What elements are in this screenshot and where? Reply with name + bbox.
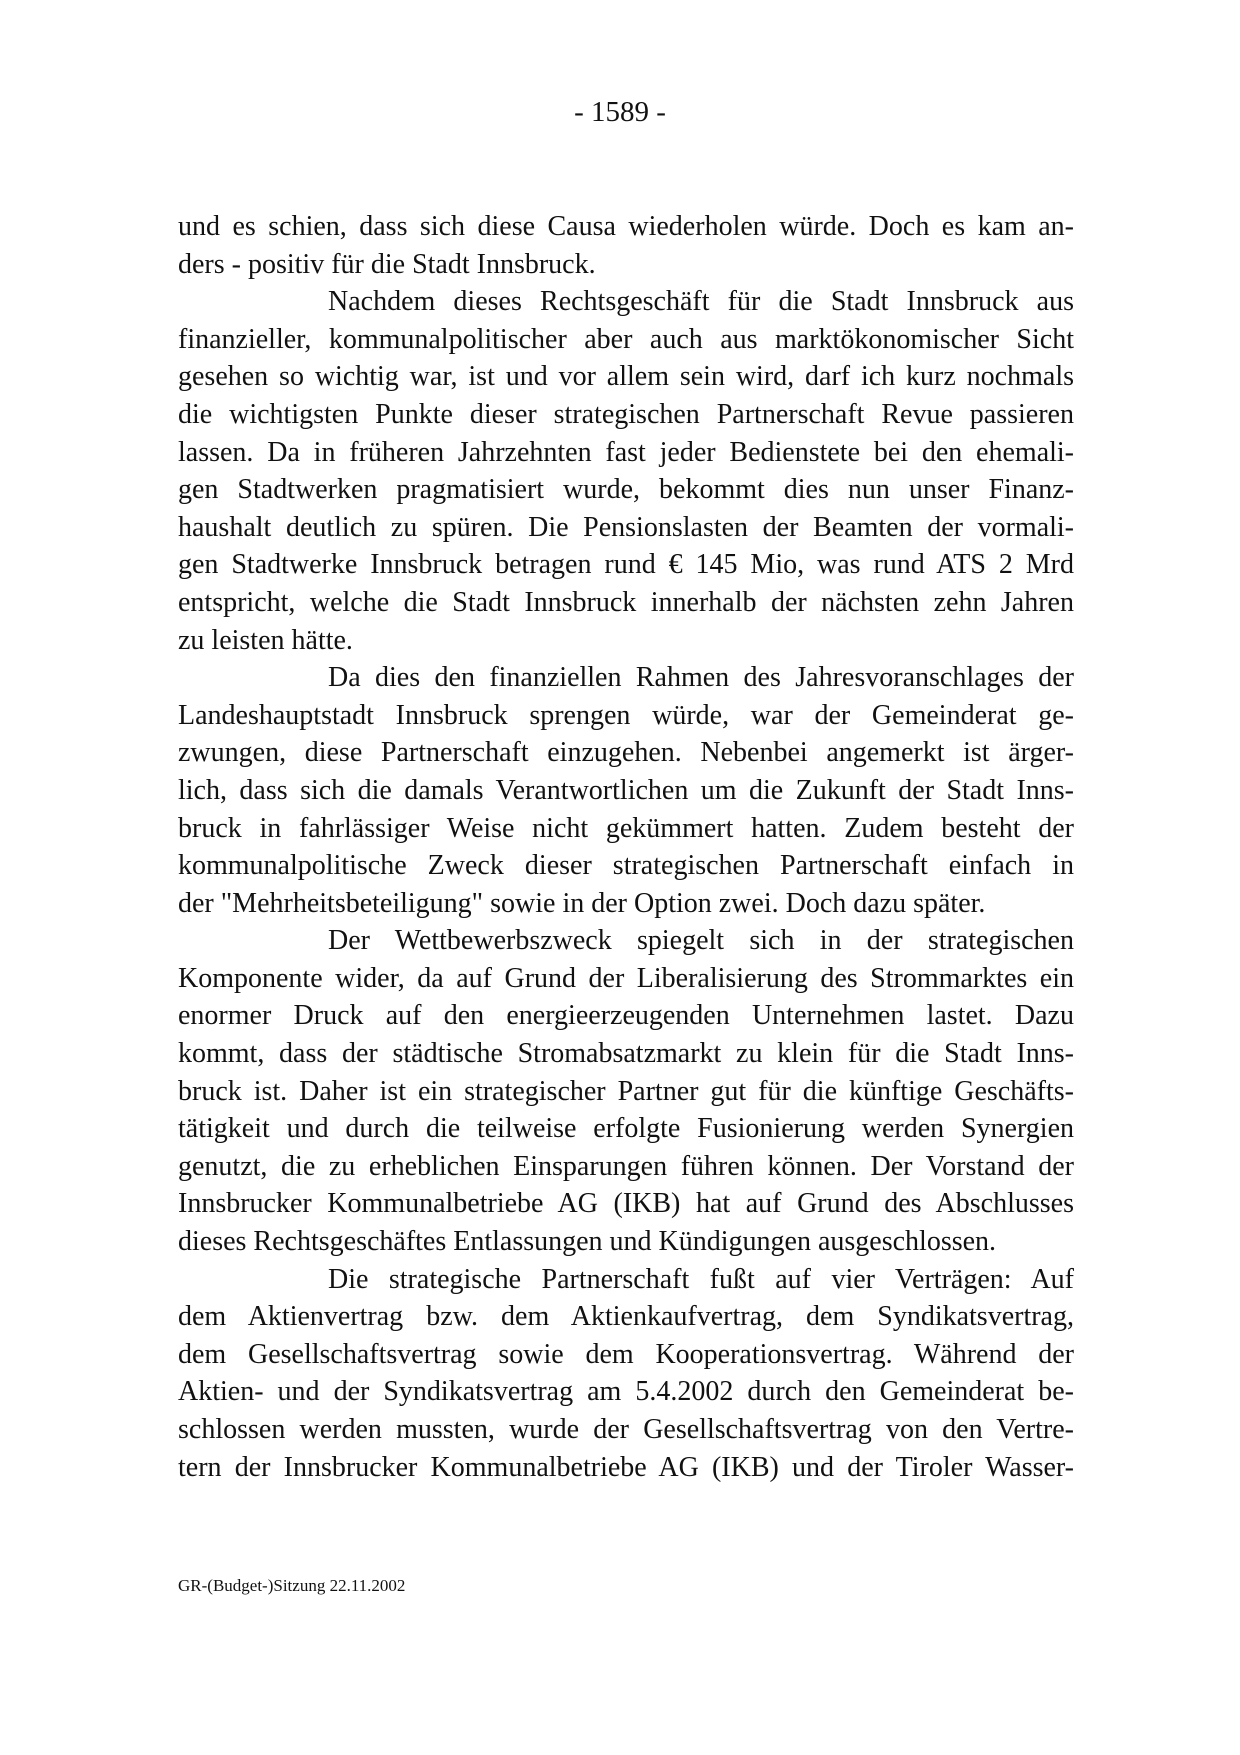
text-line: Landeshauptstadt Innsbruck sprengen würde, war der Gemeinderat ge-	[178, 699, 1074, 731]
text-line: finanzieller, kommunalpolitischer aber auch aus marktökonomischer Sicht	[178, 323, 1074, 355]
text-line: Die strategische Partnerschaft fußt auf vier Verträgen: Auf	[328, 1263, 1074, 1295]
text-line: und es schien, dass sich diese Causa wiederholen würde. Doch es kam an-	[178, 211, 1074, 242]
text-line: schlossen werden mussten, wurde der Gesellschaftsvertrag von den Vertre-	[178, 1414, 1074, 1445]
page-number: - 1589 -	[574, 96, 666, 128]
text-line: kommt, dass der städtische Stromabsatzmarkt zu klein für die Stadt Inns-	[178, 1038, 1074, 1070]
text-line: lich, dass sich die damals Verantwortlichen um die Zukunft der Stadt Inns-	[178, 774, 1074, 806]
text-line: gen Stadtwerken pragmatisiert wurde, bekommt dies nun unser Finanz-	[178, 474, 1074, 506]
text-line: Der Wettbewerbszweck spiegelt sich in der strategischen	[328, 925, 1074, 957]
text-line: zwungen, diese Partnerschaft einzugehen. Nebenbei angemerkt ist ärger-	[178, 737, 1074, 769]
text-line: tätigkeit und durch die teilweise erfolgte Fusionierung werden Synergien	[178, 1113, 1074, 1145]
text-line: Aktien- und der Syndikatsvertrag am 5.4.2002 durch den Gemeinderat be-	[178, 1376, 1074, 1408]
text-line: entspricht, welche die Stadt Innsbruck innerhalb der nächsten zehn Jahren	[178, 586, 1074, 618]
text-line: gesehen so wichtig war, ist und vor allem sein wird, darf ich kurz nochmals	[178, 361, 1074, 393]
body-text	[178, 208, 1074, 1486]
footer-session-info: GR-(Budget-)Sitzung 22.11.2002	[178, 1576, 406, 1595]
text-line: Da dies den finanziellen Rahmen des Jahresvoranschlages der	[328, 662, 1074, 694]
text-line: Komponente wider, da auf Grund der Liberalisierung des Strommarktes ein	[178, 962, 1074, 994]
text-line: bruck ist. Daher ist ein strategischer Partner gut für die künftige Geschäfts-	[178, 1075, 1074, 1107]
text-line: tern der Innsbrucker Kommunalbetriebe AG (IKB) und der Tiroler Wasser-	[178, 1451, 1074, 1483]
text-line: dem Gesellschaftsvertrag sowie dem Kooperationsvertrag. Während der	[178, 1338, 1074, 1370]
text-line: ders - positiv für die Stadt Innsbruck.	[178, 248, 596, 280]
text-line: genutzt, die zu erheblichen Einsparungen führen können. Der Vorstand der	[178, 1150, 1074, 1182]
text-line: gen Stadtwerke Innsbruck betragen rund € 145 Mio, was rund ATS 2 Mrd	[178, 549, 1074, 581]
text-line: bruck in fahrlässiger Weise nicht gekümmert hatten. Zudem besteht der	[178, 812, 1074, 844]
text-line: dieses Rechtsgeschäftes Entlassungen und Kündigungen ausgeschlossen.	[178, 1226, 997, 1258]
text-line: der "Mehrheitsbeteiligung" sowie in der Option zwei. Doch dazu später.	[178, 887, 986, 919]
text-line: Innsbrucker Kommunalbetriebe AG (IKB) hat auf Grund des Abschlusses	[178, 1188, 1074, 1220]
text-line: dem Aktienvertrag bzw. dem Aktienkaufvertrag, dem Syndikatsvertrag,	[178, 1301, 1074, 1333]
text-line: die wichtigsten Punkte dieser strategischen Partnerschaft Revue passieren	[178, 398, 1074, 430]
text-line: enormer Druck auf den energieerzeugenden Unternehmen lastet. Dazu	[178, 1000, 1074, 1032]
text-line: Nachdem dieses Rechtsgeschäft für die Stadt Innsbruck aus	[328, 286, 1074, 318]
text-line: kommunalpolitische Zweck dieser strategischen Partnerschaft einfach in	[178, 850, 1074, 882]
text-line: haushalt deutlich zu spüren. Die Pensionslasten der Beamten der vormali-	[178, 511, 1074, 543]
text-line: lassen. Da in früheren Jahrzehnten fast jeder Bedienstete bei den ehemali-	[178, 436, 1074, 468]
text-line: zu leisten hätte.	[178, 624, 353, 656]
